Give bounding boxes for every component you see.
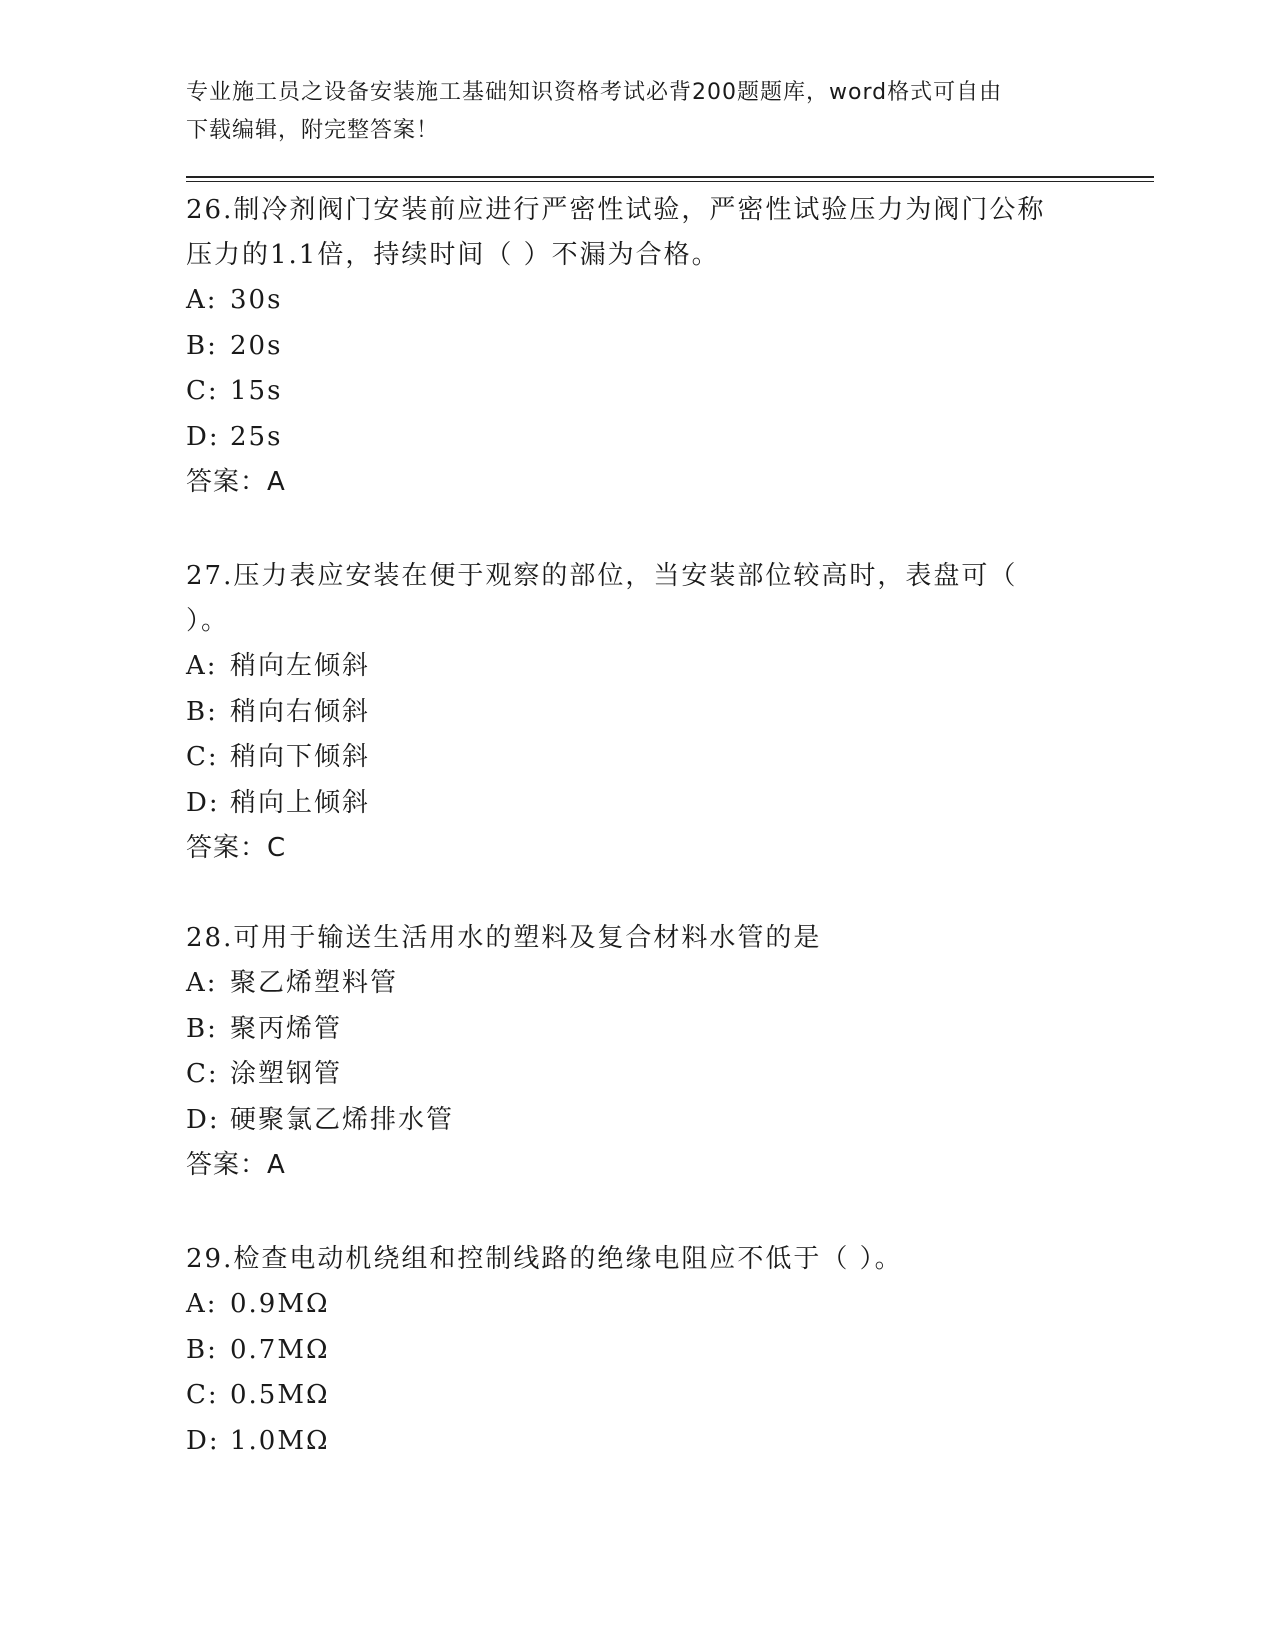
question-stem: 28.可用于输送生活用水的塑料及复合材料水管的是 — [186, 923, 822, 953]
option-d — [186, 415, 1086, 461]
option-text: 稍向右倾斜 — [230, 696, 371, 727]
option-text: 0.7MΩ — [230, 1334, 330, 1365]
option-text: 30s — [230, 285, 283, 315]
document-header — [186, 74, 1086, 150]
answer-line: 答案：A — [186, 467, 286, 497]
header-divider — [186, 176, 1154, 178]
question-29 — [186, 1237, 1086, 1464]
question-28 — [186, 916, 1086, 1187]
option-a — [186, 1282, 1086, 1328]
question-stem: 27.压力表应安装在便于观察的部位，当安装部位较高时，表盘可（ — [186, 561, 1018, 591]
option-text: 涂塑钢管 — [230, 1059, 343, 1089]
option-d — [186, 781, 1086, 827]
option-label: C: — [186, 1059, 219, 1089]
header-divider — [186, 181, 1154, 182]
option-label: C: — [186, 376, 219, 406]
option-label: C: — [186, 1380, 219, 1410]
option-text: 稍向下倾斜 — [230, 742, 371, 772]
question-27 — [186, 554, 1086, 870]
option-text: 25s — [230, 421, 283, 452]
option-text: 聚乙烯塑料管 — [230, 968, 399, 998]
option-text: 稍向上倾斜 — [230, 787, 371, 818]
answer-line: 答案：C — [186, 833, 287, 863]
option-c — [186, 369, 1086, 415]
header-line: 专业施工员之设备安装施工基础知识资格考试必背200题题库，word格式可自由 — [186, 80, 1003, 105]
question-stem: ）。 — [186, 606, 230, 636]
option-c — [186, 735, 1086, 781]
option-text: 20s — [230, 330, 283, 361]
header-line: 下载编辑，附完整答案！ — [186, 118, 440, 143]
question-stem: 压力的1.1倍，持续时间（ ）不漏为合格。 — [186, 240, 720, 270]
option-c — [186, 1052, 1086, 1098]
option-label: A: — [186, 968, 218, 998]
option-b — [186, 1007, 1086, 1053]
question-stem: 26.制冷剂阀门安装前应进行严密性试验，严密性试验压力为阀门公称 — [186, 195, 1046, 225]
option-d — [186, 1098, 1086, 1144]
question-stem: 29.检查电动机绕组和控制线路的绝缘电阻应不低于（ ）。 — [186, 1244, 903, 1274]
option-c — [186, 1373, 1086, 1419]
option-label: B: — [186, 1334, 218, 1365]
option-label: A: — [186, 1289, 218, 1319]
option-label: C: — [186, 742, 219, 772]
option-label: A: — [186, 651, 218, 681]
question-26 — [186, 188, 1086, 504]
option-label: B: — [186, 330, 218, 361]
option-a — [186, 644, 1086, 690]
option-label: D: — [186, 1104, 220, 1135]
option-label: D: — [186, 1425, 220, 1456]
option-text: 硬聚氯乙烯排水管 — [230, 1104, 455, 1135]
option-text: 15s — [230, 376, 283, 406]
answer-line: 答案：A — [186, 1150, 286, 1180]
option-text: 0.9MΩ — [230, 1289, 330, 1319]
option-text: 稍向左倾斜 — [230, 651, 371, 681]
option-label: B: — [186, 696, 218, 727]
option-b — [186, 1328, 1086, 1374]
option-text: 1.0MΩ — [230, 1425, 330, 1456]
option-label: D: — [186, 421, 220, 452]
option-label: D: — [186, 787, 220, 818]
option-b — [186, 690, 1086, 736]
option-d — [186, 1419, 1086, 1465]
option-text: 0.5MΩ — [230, 1380, 330, 1410]
option-label: B: — [186, 1013, 218, 1044]
option-text: 聚丙烯管 — [230, 1013, 343, 1044]
option-b — [186, 324, 1086, 370]
option-label: A: — [186, 285, 218, 315]
option-a — [186, 278, 1086, 324]
option-a — [186, 961, 1086, 1007]
